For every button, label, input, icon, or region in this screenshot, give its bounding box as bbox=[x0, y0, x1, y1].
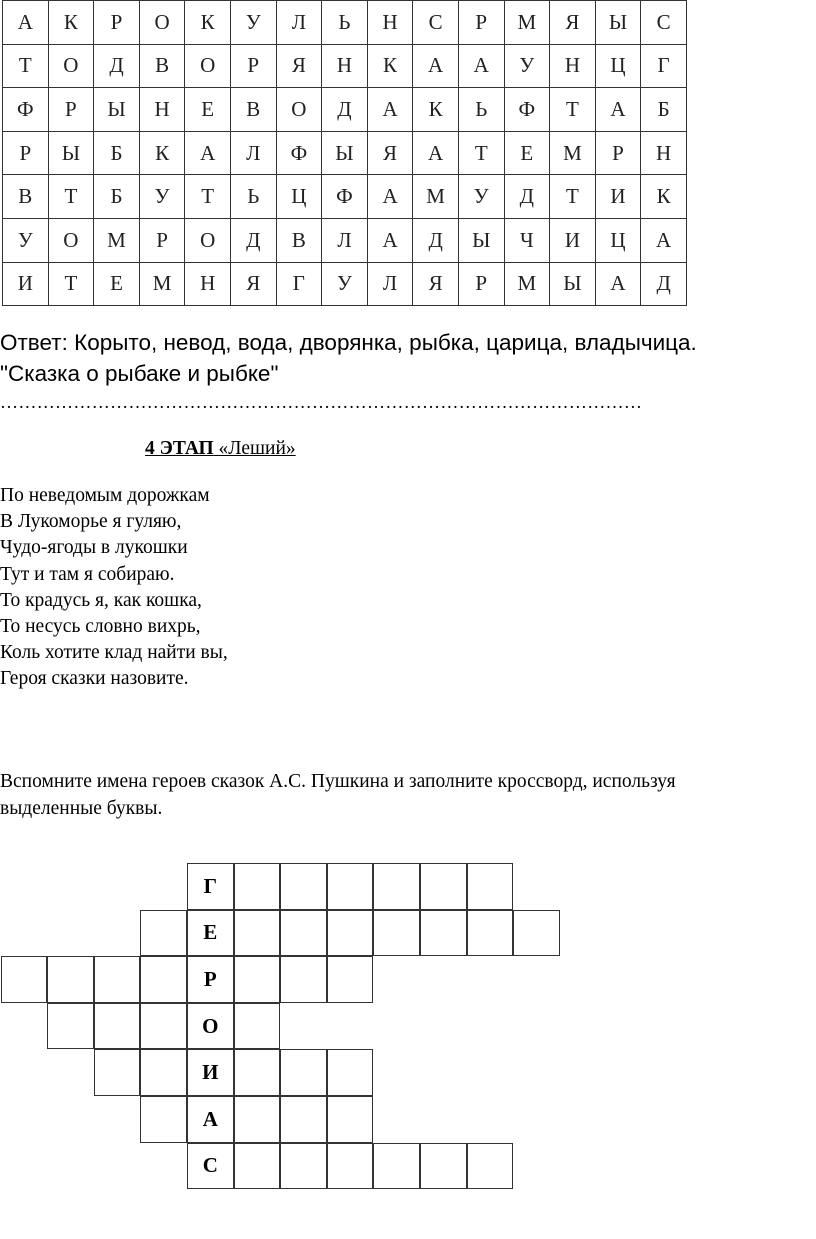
wordsearch-cell: С bbox=[641, 1, 687, 45]
wordsearch-cell: О bbox=[185, 44, 231, 88]
wordsearch-cell: Ф bbox=[276, 131, 322, 175]
wordsearch-cell: Д bbox=[413, 218, 459, 262]
crossword-cell[interactable] bbox=[234, 1049, 281, 1096]
wordsearch-cell: О bbox=[139, 1, 185, 45]
crossword-cell[interactable] bbox=[94, 1049, 141, 1096]
wordsearch-cell: М bbox=[139, 262, 185, 306]
wordsearch-cell: К bbox=[367, 44, 413, 88]
wordsearch-cell: Е bbox=[504, 131, 550, 175]
wordsearch-cell: Ф bbox=[3, 88, 49, 132]
wordsearch-cell: Т bbox=[48, 262, 94, 306]
wordsearch-cell: К bbox=[185, 1, 231, 45]
poem-line: В Лукоморье я гуляю, bbox=[0, 511, 182, 533]
wordsearch-cell: Р bbox=[48, 88, 94, 132]
wordsearch-cell: У bbox=[504, 44, 550, 88]
crossword-cell[interactable] bbox=[140, 956, 187, 1003]
wordsearch-cell: Б bbox=[94, 131, 140, 175]
crossword-cell[interactable] bbox=[327, 1049, 374, 1096]
crossword-cell[interactable] bbox=[467, 910, 514, 957]
wordsearch-cell: Ы bbox=[48, 131, 94, 175]
wordsearch-cell: Ы bbox=[550, 262, 596, 306]
poem-line: Героя сказки назовите. bbox=[0, 668, 189, 690]
wordsearch-cell: А bbox=[458, 44, 504, 88]
stage-name: «Леший» bbox=[218, 438, 296, 459]
wordsearch-cell: Ы bbox=[458, 218, 504, 262]
wordsearch-cell: Т bbox=[550, 175, 596, 219]
task-line: Вспомните имена героев сказок А.С. Пушкина и заполните кроссворд, используя bbox=[0, 771, 676, 792]
crossword-key-cell[interactable]: С bbox=[187, 1143, 234, 1190]
crossword-cell[interactable] bbox=[234, 1003, 281, 1050]
crossword-cell[interactable] bbox=[467, 1143, 514, 1190]
crossword-key-cell[interactable]: Р bbox=[187, 956, 234, 1003]
wordsearch-cell: У bbox=[322, 262, 368, 306]
wordsearch-cell: Е bbox=[185, 88, 231, 132]
wordsearch-cell: Н bbox=[641, 131, 687, 175]
wordsearch-cell: Г bbox=[641, 44, 687, 88]
wordsearch-cell: А bbox=[413, 131, 459, 175]
crossword-cell[interactable] bbox=[94, 1003, 141, 1050]
wordsearch-cell: А bbox=[185, 131, 231, 175]
crossword-key-cell[interactable]: Г bbox=[187, 863, 234, 910]
crossword-cell[interactable] bbox=[280, 1143, 327, 1190]
wordsearch-cell: Ц bbox=[595, 218, 641, 262]
wordsearch-cell: В bbox=[3, 175, 49, 219]
wordsearch-cell: О bbox=[276, 88, 322, 132]
crossword-cell[interactable] bbox=[373, 863, 420, 910]
wordsearch-cell: Ы bbox=[94, 88, 140, 132]
wordsearch-cell: И bbox=[3, 262, 49, 306]
poem-line: Тут и там я собираю. bbox=[0, 563, 175, 585]
poem-line: То несусь словно вихрь, bbox=[0, 616, 201, 638]
crossword-cell[interactable] bbox=[327, 1143, 374, 1190]
crossword-cell[interactable] bbox=[47, 956, 94, 1003]
wordsearch-cell: Т bbox=[458, 131, 504, 175]
crossword-cell[interactable] bbox=[1, 956, 48, 1003]
wordsearch-cell: Д bbox=[94, 44, 140, 88]
wordsearch-cell: Р bbox=[458, 1, 504, 45]
crossword-cell[interactable] bbox=[327, 863, 374, 910]
wordsearch-cell: Р bbox=[94, 1, 140, 45]
wordsearch-cell: О bbox=[48, 218, 94, 262]
crossword-cell[interactable] bbox=[47, 1003, 94, 1050]
wordsearch-cell: Ц bbox=[595, 44, 641, 88]
wordsearch-cell: А bbox=[367, 175, 413, 219]
crossword-cell[interactable] bbox=[467, 863, 514, 910]
poem-line: Коль хотите клад найти вы, bbox=[0, 642, 228, 664]
wordsearch-cell: Ф bbox=[504, 88, 550, 132]
crossword-cell[interactable] bbox=[234, 1143, 281, 1190]
wordsearch-cell: Н bbox=[322, 44, 368, 88]
wordsearch-cell: М bbox=[413, 175, 459, 219]
crossword-cell[interactable] bbox=[280, 910, 327, 957]
wordsearch-cell: К bbox=[139, 131, 185, 175]
wordsearch-cell: Д bbox=[230, 218, 276, 262]
story-title: "Сказка о рыбаке и рыбке" bbox=[0, 361, 279, 386]
wordsearch-cell: В bbox=[230, 88, 276, 132]
crossword-cell[interactable] bbox=[140, 1003, 187, 1050]
wordsearch-cell: Н bbox=[550, 44, 596, 88]
crossword-cell[interactable] bbox=[140, 1049, 187, 1096]
wordsearch-cell: А bbox=[367, 88, 413, 132]
wordsearch-cell: Л bbox=[230, 131, 276, 175]
wordsearch-cell: Б bbox=[94, 175, 140, 219]
crossword-cell[interactable] bbox=[420, 863, 467, 910]
wordsearch-cell: А bbox=[595, 88, 641, 132]
dotted-separator: …………………………………………………………………………………………… bbox=[0, 392, 643, 412]
wordsearch-cell: Т bbox=[3, 44, 49, 88]
poem-line: По неведомым дорожкам bbox=[0, 485, 210, 506]
crossword-cell[interactable] bbox=[234, 1096, 281, 1143]
wordsearch-cell: О bbox=[185, 218, 231, 262]
wordsearch-cell: Д bbox=[504, 175, 550, 219]
wordsearch-cell: Р bbox=[595, 131, 641, 175]
crossword-cell[interactable] bbox=[327, 910, 374, 957]
wordsearch-cell: Я bbox=[413, 262, 459, 306]
wordsearch-cell: А bbox=[367, 218, 413, 262]
wordsearch-cell: Н bbox=[185, 262, 231, 306]
crossword-key-cell[interactable]: А bbox=[187, 1096, 234, 1143]
wordsearch-cell: М bbox=[504, 1, 550, 45]
wordsearch-cell: Е bbox=[94, 262, 140, 306]
wordsearch-cell: М bbox=[94, 218, 140, 262]
wordsearch-cell: К bbox=[413, 88, 459, 132]
wordsearch-cell: И bbox=[550, 218, 596, 262]
wordsearch-cell: Л bbox=[276, 1, 322, 45]
wordsearch-cell: Р bbox=[458, 262, 504, 306]
crossword-cell[interactable] bbox=[94, 956, 141, 1003]
wordsearch-cell: У bbox=[3, 218, 49, 262]
crossword-cell[interactable] bbox=[420, 910, 467, 957]
wordsearch-cell: Д bbox=[322, 88, 368, 132]
wordsearch-cell: Ф bbox=[322, 175, 368, 219]
crossword-cell[interactable] bbox=[234, 863, 281, 910]
wordsearch-cell: Г bbox=[276, 262, 322, 306]
crossword-cell[interactable] bbox=[234, 910, 281, 957]
wordsearch-cell: Р bbox=[3, 131, 49, 175]
wordsearch-cell: А bbox=[641, 218, 687, 262]
wordsearch-cell: Л bbox=[367, 262, 413, 306]
wordsearch-cell: Д bbox=[641, 262, 687, 306]
crossword-cell[interactable] bbox=[327, 1096, 374, 1143]
wordsearch-cell: Ы bbox=[595, 1, 641, 45]
wordsearch-cell: К bbox=[641, 175, 687, 219]
crossword-cell[interactable] bbox=[140, 1096, 187, 1143]
crossword-cell[interactable] bbox=[420, 1143, 467, 1190]
crossword-cell[interactable] bbox=[280, 1096, 327, 1143]
wordsearch-cell: К bbox=[48, 1, 94, 45]
crossword-cell[interactable] bbox=[280, 956, 327, 1003]
wordsearch-cell: М bbox=[504, 262, 550, 306]
answer-text: Ответ: Корыто, невод, вода, дворянка, рыбка, царица, владычица. bbox=[0, 330, 697, 355]
wordsearch-cell: Т bbox=[550, 88, 596, 132]
wordsearch-cell: А bbox=[413, 44, 459, 88]
crossword-cell[interactable] bbox=[513, 910, 560, 957]
task-line: выделенные буквы. bbox=[0, 798, 163, 819]
wordsearch-cell: Ь bbox=[230, 175, 276, 219]
wordsearch-cell: И bbox=[595, 175, 641, 219]
poem-line: Чудо-ягоды в лукошки bbox=[0, 537, 188, 559]
poem-line: То крадусь я, как кошка, bbox=[0, 589, 202, 611]
crossword-cell[interactable] bbox=[234, 956, 281, 1003]
wordsearch-cell: Т bbox=[185, 175, 231, 219]
wordsearch-cell: Р bbox=[139, 218, 185, 262]
wordsearch-cell: Ь bbox=[322, 1, 368, 45]
wordsearch-cell: Н bbox=[367, 1, 413, 45]
wordsearch-cell: Т bbox=[48, 175, 94, 219]
wordsearch-cell: У bbox=[139, 175, 185, 219]
crossword-key-cell[interactable]: О bbox=[187, 1003, 234, 1050]
wordsearch-cell: Ы bbox=[322, 131, 368, 175]
wordsearch-cell: У bbox=[458, 175, 504, 219]
wordsearch-cell: Л bbox=[322, 218, 368, 262]
stage-number: 4 ЭТАП bbox=[145, 438, 214, 459]
crossword-cell[interactable] bbox=[280, 863, 327, 910]
crossword-cell[interactable] bbox=[373, 910, 420, 957]
wordsearch-cell: Р bbox=[230, 44, 276, 88]
crossword-cell[interactable] bbox=[327, 956, 374, 1003]
wordsearch-cell: М bbox=[550, 131, 596, 175]
wordsearch-cell: С bbox=[413, 1, 459, 45]
wordsearch-cell: Ь bbox=[458, 88, 504, 132]
wordsearch-cell: Я bbox=[276, 44, 322, 88]
wordsearch-cell: А bbox=[595, 262, 641, 306]
wordsearch-cell: Ц bbox=[276, 175, 322, 219]
wordsearch-cell: В bbox=[276, 218, 322, 262]
wordsearch-cell: В bbox=[139, 44, 185, 88]
crossword-cell[interactable] bbox=[373, 1143, 420, 1190]
crossword-key-cell[interactable]: Е bbox=[187, 910, 234, 957]
wordsearch-cell: Я bbox=[230, 262, 276, 306]
wordsearch-cell: Я bbox=[550, 1, 596, 45]
crossword-cell[interactable] bbox=[140, 910, 187, 957]
wordsearch-cell: О bbox=[48, 44, 94, 88]
wordsearch-cell: Ч bbox=[504, 218, 550, 262]
wordsearch-cell: Я bbox=[367, 131, 413, 175]
crossword-cell[interactable] bbox=[280, 1049, 327, 1096]
wordsearch-cell: А bbox=[3, 1, 49, 45]
crossword-key-cell[interactable]: И bbox=[187, 1049, 234, 1096]
wordsearch-cell: У bbox=[230, 1, 276, 45]
wordsearch-cell: Н bbox=[139, 88, 185, 132]
wordsearch-cell: Б bbox=[641, 88, 687, 132]
